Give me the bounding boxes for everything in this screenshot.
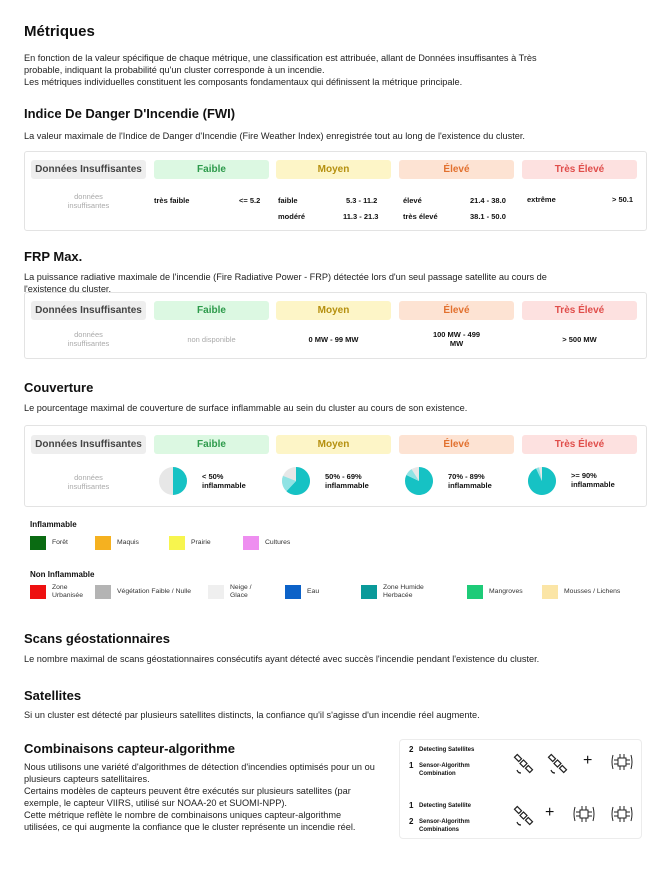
fwi-extreme-label: extrême [527, 195, 556, 204]
level-insufficient: Données Insuffisantes [31, 435, 146, 454]
coverage-card [24, 425, 647, 507]
legend-swatch-herbaceous-wetland [361, 585, 377, 599]
frp-card [24, 292, 647, 359]
level-low: Faible [154, 160, 269, 179]
combos-description: Nous utilisons une variété d'algorithmes de détection d'incendies optimisés pour un ou plusieurs capteurs satellitaires. Certains modèles de capteurs peuvent être exécutés sur plusieurs satellites (par exemple, le capteur VIIRS, utilisé sur NOAA-20 et SUOMI-NPP). Cette métrique reflète le nombre de combinaisons uniques capteur-algorithme utilisées, ce qui augmente la confiance que le cluster représente un incendie réel. [24, 762, 375, 832]
satellites-description: Si un cluster est détecté par plusieurs satellites distincts, la confiance qu'il s'agisse d'un incendie réel augmente. [24, 710, 480, 720]
legend-label-urban: Zone Urbanisée [52, 584, 83, 599]
legend-label-moss-lichen: Mousses / Lichens [564, 588, 621, 595]
satellite-icon [513, 753, 535, 775]
frp-unavailable: non disponible [187, 335, 236, 344]
row2-combo-label: Sensor-Algorithm Combinations [419, 819, 470, 833]
fwi-moderate-value: 11.3 - 21.3 [343, 212, 379, 221]
legend-swatch-forest [30, 536, 46, 550]
level-low: Faible [154, 301, 269, 320]
row2-sat-label: Detecting Satellite [419, 803, 472, 809]
legend-swatch-moss-lichen [542, 585, 558, 599]
fwi-very-high-label: très élevé [403, 212, 438, 221]
fwi-very-low-label: très faible [154, 196, 190, 205]
plus-sign: + [583, 752, 593, 769]
combos-diagram [399, 739, 642, 839]
fwi-low-value: 5.3 - 11.2 [346, 196, 378, 205]
coverage-description: Le pourcentage maximal de couverture de surface inflammable au sein du cluster au cours de son existence. [24, 403, 468, 413]
row1-sat-count: 2 [409, 745, 414, 754]
level-medium: Moyen [276, 160, 391, 179]
fwi-card [24, 151, 647, 231]
combos-title: Combinaisons capteur-algorithme [24, 741, 235, 756]
legend-swatch-prairie [169, 536, 185, 550]
legend-flammable-title: Inflammable [30, 520, 77, 529]
legend-label-water: Eau [307, 588, 320, 595]
legend-label-forest: Forêt [52, 539, 68, 546]
legend-swatch-mangroves [467, 585, 483, 599]
fwi-very-low-value: <= 5.2 [239, 196, 261, 205]
coverage-label-2: 70% - 89% inflammable [448, 472, 492, 490]
satellite-icon [513, 805, 535, 827]
legend-swatch-maquis [95, 536, 111, 550]
plus-sign: + [545, 804, 555, 821]
level-insufficient: Données Insuffisantes [31, 160, 146, 179]
frp-very-high-value: > 500 MW [562, 335, 597, 344]
row1-sat-label: Detecting Satellites [419, 747, 475, 753]
legend-label-herbaceous-wetland: Zone Humide Herbacée [383, 584, 424, 599]
row2-sat-count: 1 [409, 801, 414, 810]
insufficient-cell: données insuffisantes [67, 330, 110, 348]
fwi-very-high-value: 38.1 - 50.0 [470, 212, 506, 221]
coverage-label-0: < 50% inflammable [202, 472, 246, 490]
row1-combo-count: 1 [409, 761, 414, 770]
level-high: Élevé [399, 160, 514, 179]
fwi-low-label: faible [278, 196, 298, 205]
level-high: Élevé [399, 435, 514, 454]
level-medium: Moyen [276, 435, 391, 454]
legend-label-sparse-vegetation: Végétation Faible / Nulle [117, 588, 192, 595]
satellites-title: Satellites [24, 688, 82, 703]
legend-label-snow-ice: Neige / Glace [230, 584, 252, 599]
level-very-high: Très Élevé [522, 160, 637, 179]
geo-title: Scans géostationnaires [24, 631, 170, 646]
frp-description: La puissance radiative maximale de l'incendie (Fire Radiative Power - FRP) détectée lors d'un seul passage satellite au cours de l'existence du cluster. [24, 272, 547, 294]
legend-swatch-water [285, 585, 301, 599]
geo-description: Le nombre maximal de scans géostationnaires consécutifs ayant détecté avec succès l'incendie pendant l'existence du cluster. [24, 654, 540, 664]
frp-title: FRP Max. [24, 249, 83, 264]
coverage-pie-2 [404, 466, 434, 496]
level-low: Faible [154, 435, 269, 454]
coverage-label-3: >= 90% inflammable [571, 471, 615, 489]
level-very-high: Très Élevé [522, 435, 637, 454]
fwi-extreme-value: > 50.1 [612, 195, 634, 204]
sensor-chip-icon [572, 801, 596, 827]
fwi-moderate-label: modéré [278, 212, 306, 221]
legend-label-maquis: Maquis [117, 539, 139, 546]
fwi-high-label: élevé [403, 196, 422, 205]
frp-high-value: 100 MW - 499 MW [432, 330, 481, 348]
row1-combo-label: Sensor-Algorithm Combination [419, 763, 470, 777]
coverage-pie-1 [281, 466, 311, 496]
legend-label-prairie: Prairie [191, 539, 211, 546]
level-insufficient: Données Insuffisantes [31, 301, 146, 320]
coverage-title: Couverture [24, 380, 94, 395]
insufficient-cell: données insuffisantes [67, 473, 110, 491]
legend-swatch-sparse-vegetation [95, 585, 111, 599]
level-high: Élevé [399, 301, 514, 320]
legend-swatch-snow-ice [208, 585, 224, 599]
legend-swatch-urban [30, 585, 46, 599]
sensor-chip-icon [610, 801, 634, 827]
satellite-icon [547, 753, 569, 775]
coverage-pie-slice [173, 467, 187, 495]
sensor-chip-icon [610, 749, 634, 775]
coverage-pie-3 [527, 466, 557, 496]
insufficient-cell: données insuffisantes [67, 192, 110, 210]
legend-non-flammable-title: Non Inflammable [30, 570, 95, 579]
level-medium: Moyen [276, 301, 391, 320]
coverage-label-1: 50% - 69% inflammable [325, 472, 369, 490]
legend-label-crops: Cultures [265, 539, 291, 546]
fwi-description: La valeur maximale de l'Indice de Danger d'Incendie (Fire Weather Index) enregistrée tout au long de l'existence du cluster. [24, 131, 525, 141]
page-title: Métriques [24, 23, 95, 40]
row2-combo-count: 2 [409, 817, 414, 826]
legend-label-mangroves: Mangroves [489, 588, 523, 595]
level-very-high: Très Élevé [522, 301, 637, 320]
coverage-pie-0 [158, 466, 188, 496]
fwi-high-value: 21.4 - 38.0 [470, 196, 506, 205]
fwi-title: Indice De Danger D'Incendie (FWI) [24, 106, 236, 121]
legend-swatch-crops [243, 536, 259, 550]
frp-medium-value: 0 MW - 99 MW [308, 335, 359, 344]
intro-text: En fonction de la valeur spécifique de chaque métrique, une classification est attribuée, allant de Données insuffisantes à Très probable, indiquant la probabilité qu'un cluster corresponde à un incendie. Les métriques individuelles constituent les composants fondamentaux qui définissent la métrique principale. [24, 53, 537, 87]
